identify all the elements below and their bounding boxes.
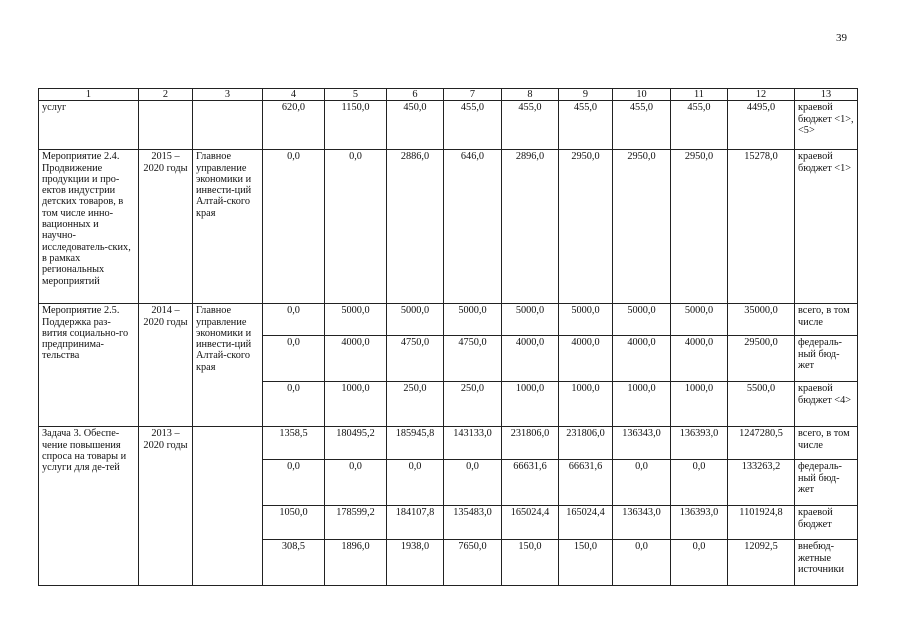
value-cell: 231806,0 bbox=[559, 427, 613, 460]
value-cell: 5000,0 bbox=[444, 304, 502, 336]
value-cell: 1150,0 bbox=[325, 101, 387, 150]
value-cell: 5000,0 bbox=[502, 304, 559, 336]
value-cell: 308,5 bbox=[263, 540, 325, 586]
value-cell: 66631,6 bbox=[559, 460, 613, 506]
value-cell: 2950,0 bbox=[671, 150, 728, 304]
value-cell: 4000,0 bbox=[502, 336, 559, 382]
header-cell: 8 bbox=[502, 89, 559, 101]
value-cell: 4000,0 bbox=[671, 336, 728, 382]
header-cell: 4 bbox=[263, 89, 325, 101]
page-number: 39 bbox=[836, 32, 847, 44]
value-cell: 12092,5 bbox=[728, 540, 795, 586]
value-cell: 66631,6 bbox=[502, 460, 559, 506]
value-cell: 455,0 bbox=[502, 101, 559, 150]
funding-source: всего, в том числе bbox=[795, 427, 858, 460]
value-cell: 5000,0 bbox=[671, 304, 728, 336]
value-cell: 1247280,5 bbox=[728, 427, 795, 460]
header-cell: 7 bbox=[444, 89, 502, 101]
table-row bbox=[39, 101, 858, 150]
value-cell: 0,0 bbox=[263, 304, 325, 336]
value-cell: 620,0 bbox=[263, 101, 325, 150]
funding-source: краевой бюджет bbox=[795, 506, 858, 540]
value-cell: 0,0 bbox=[263, 336, 325, 382]
value-cell: 0,0 bbox=[613, 540, 671, 586]
value-cell: 1000,0 bbox=[671, 382, 728, 427]
value-cell: 0,0 bbox=[325, 150, 387, 304]
value-cell: 0,0 bbox=[263, 150, 325, 304]
table-row bbox=[39, 427, 858, 460]
value-cell: 184107,8 bbox=[387, 506, 444, 540]
value-cell: 165024,4 bbox=[502, 506, 559, 540]
table-row bbox=[39, 304, 858, 336]
row-executor bbox=[193, 101, 263, 150]
value-cell: 455,0 bbox=[559, 101, 613, 150]
row-executor: Главное управление экономики и инвести-ций Алтай-ского края bbox=[193, 304, 263, 427]
header-cell: 11 bbox=[671, 89, 728, 101]
value-cell: 0,0 bbox=[444, 460, 502, 506]
value-cell: 2896,0 bbox=[502, 150, 559, 304]
value-cell: 180495,2 bbox=[325, 427, 387, 460]
header-cell: 3 bbox=[193, 89, 263, 101]
header-cell: 13 bbox=[795, 89, 858, 101]
table-row bbox=[39, 150, 858, 304]
value-cell: 450,0 bbox=[387, 101, 444, 150]
value-cell: 1358,5 bbox=[263, 427, 325, 460]
value-cell: 5000,0 bbox=[387, 304, 444, 336]
value-cell: 150,0 bbox=[559, 540, 613, 586]
value-cell: 133263,2 bbox=[728, 460, 795, 506]
value-cell: 4000,0 bbox=[613, 336, 671, 382]
header-cell: 10 bbox=[613, 89, 671, 101]
value-cell: 29500,0 bbox=[728, 336, 795, 382]
value-cell: 5000,0 bbox=[559, 304, 613, 336]
row-period: 2015 – 2020 годы bbox=[139, 150, 193, 304]
header-cell: 1 bbox=[39, 89, 139, 101]
funding-source: федераль-ный бюд-жет bbox=[795, 460, 858, 506]
value-cell: 15278,0 bbox=[728, 150, 795, 304]
value-cell: 4000,0 bbox=[559, 336, 613, 382]
header-cell: 2 bbox=[139, 89, 193, 101]
value-cell: 7650,0 bbox=[444, 540, 502, 586]
value-cell: 0,0 bbox=[671, 460, 728, 506]
row-executor bbox=[193, 427, 263, 586]
value-cell: 1000,0 bbox=[325, 382, 387, 427]
value-cell: 4750,0 bbox=[387, 336, 444, 382]
row-description: Мероприятие 2.5. Поддержка раз-вития социально-го предпринима-тельства bbox=[39, 304, 139, 427]
row-description: услуг bbox=[39, 101, 139, 150]
value-cell: 136343,0 bbox=[613, 506, 671, 540]
value-cell: 2950,0 bbox=[559, 150, 613, 304]
row-period: 2014 – 2020 годы bbox=[139, 304, 193, 427]
funding-source: всего, в том числе bbox=[795, 304, 858, 336]
header-cell: 6 bbox=[387, 89, 444, 101]
value-cell: 136393,0 bbox=[671, 506, 728, 540]
row-period: 2013 – 2020 годы bbox=[139, 427, 193, 586]
value-cell: 0,0 bbox=[613, 460, 671, 506]
value-cell: 136343,0 bbox=[613, 427, 671, 460]
header-cell: 9 bbox=[559, 89, 613, 101]
row-description: Задача 3. Обеспе-чение повышения спроса на товары и услуги для де-тей bbox=[39, 427, 139, 586]
funding-source: федераль-ный бюд-жет bbox=[795, 336, 858, 382]
value-cell: 455,0 bbox=[671, 101, 728, 150]
value-cell: 4495,0 bbox=[728, 101, 795, 150]
value-cell: 185945,8 bbox=[387, 427, 444, 460]
value-cell: 5500,0 bbox=[728, 382, 795, 427]
value-cell: 1000,0 bbox=[613, 382, 671, 427]
value-cell: 250,0 bbox=[444, 382, 502, 427]
value-cell: 4750,0 bbox=[444, 336, 502, 382]
value-cell: 136393,0 bbox=[671, 427, 728, 460]
value-cell: 2950,0 bbox=[613, 150, 671, 304]
value-cell: 150,0 bbox=[502, 540, 559, 586]
value-cell: 2886,0 bbox=[387, 150, 444, 304]
value-cell: 0,0 bbox=[671, 540, 728, 586]
value-cell: 455,0 bbox=[444, 101, 502, 150]
value-cell: 0,0 bbox=[387, 460, 444, 506]
header-cell: 12 bbox=[728, 89, 795, 101]
row-executor: Главное управление экономики и инвести-ций Алтай-ского края bbox=[193, 150, 263, 304]
value-cell: 4000,0 bbox=[325, 336, 387, 382]
value-cell: 0,0 bbox=[263, 460, 325, 506]
value-cell: 1896,0 bbox=[325, 540, 387, 586]
value-cell: 250,0 bbox=[387, 382, 444, 427]
value-cell: 0,0 bbox=[263, 382, 325, 427]
program-table bbox=[38, 88, 858, 586]
funding-source: краевой бюджет <1> bbox=[795, 150, 858, 304]
funding-source: краевой бюджет <1>, <5> bbox=[795, 101, 858, 150]
header-row bbox=[39, 89, 858, 101]
value-cell: 1938,0 bbox=[387, 540, 444, 586]
value-cell: 1000,0 bbox=[502, 382, 559, 427]
header-cell: 5 bbox=[325, 89, 387, 101]
value-cell: 135483,0 bbox=[444, 506, 502, 540]
value-cell: 0,0 bbox=[325, 460, 387, 506]
value-cell: 35000,0 bbox=[728, 304, 795, 336]
row-description: Мероприятие 2.4. Продвижение продукции и про-ектов индустрии детских товаров, в том числе инно-вационных и научно-исследователь-ских, в рамках региональных мероприятий bbox=[39, 150, 139, 304]
value-cell: 5000,0 bbox=[613, 304, 671, 336]
value-cell: 455,0 bbox=[613, 101, 671, 150]
value-cell: 231806,0 bbox=[502, 427, 559, 460]
value-cell: 1101924,8 bbox=[728, 506, 795, 540]
value-cell: 143133,0 bbox=[444, 427, 502, 460]
value-cell: 646,0 bbox=[444, 150, 502, 304]
row-period bbox=[139, 101, 193, 150]
funding-source: внебюд-жетные источники bbox=[795, 540, 858, 586]
value-cell: 1050,0 bbox=[263, 506, 325, 540]
value-cell: 178599,2 bbox=[325, 506, 387, 540]
value-cell: 1000,0 bbox=[559, 382, 613, 427]
value-cell: 165024,4 bbox=[559, 506, 613, 540]
value-cell: 5000,0 bbox=[325, 304, 387, 336]
funding-source: краевой бюджет <4> bbox=[795, 382, 858, 427]
